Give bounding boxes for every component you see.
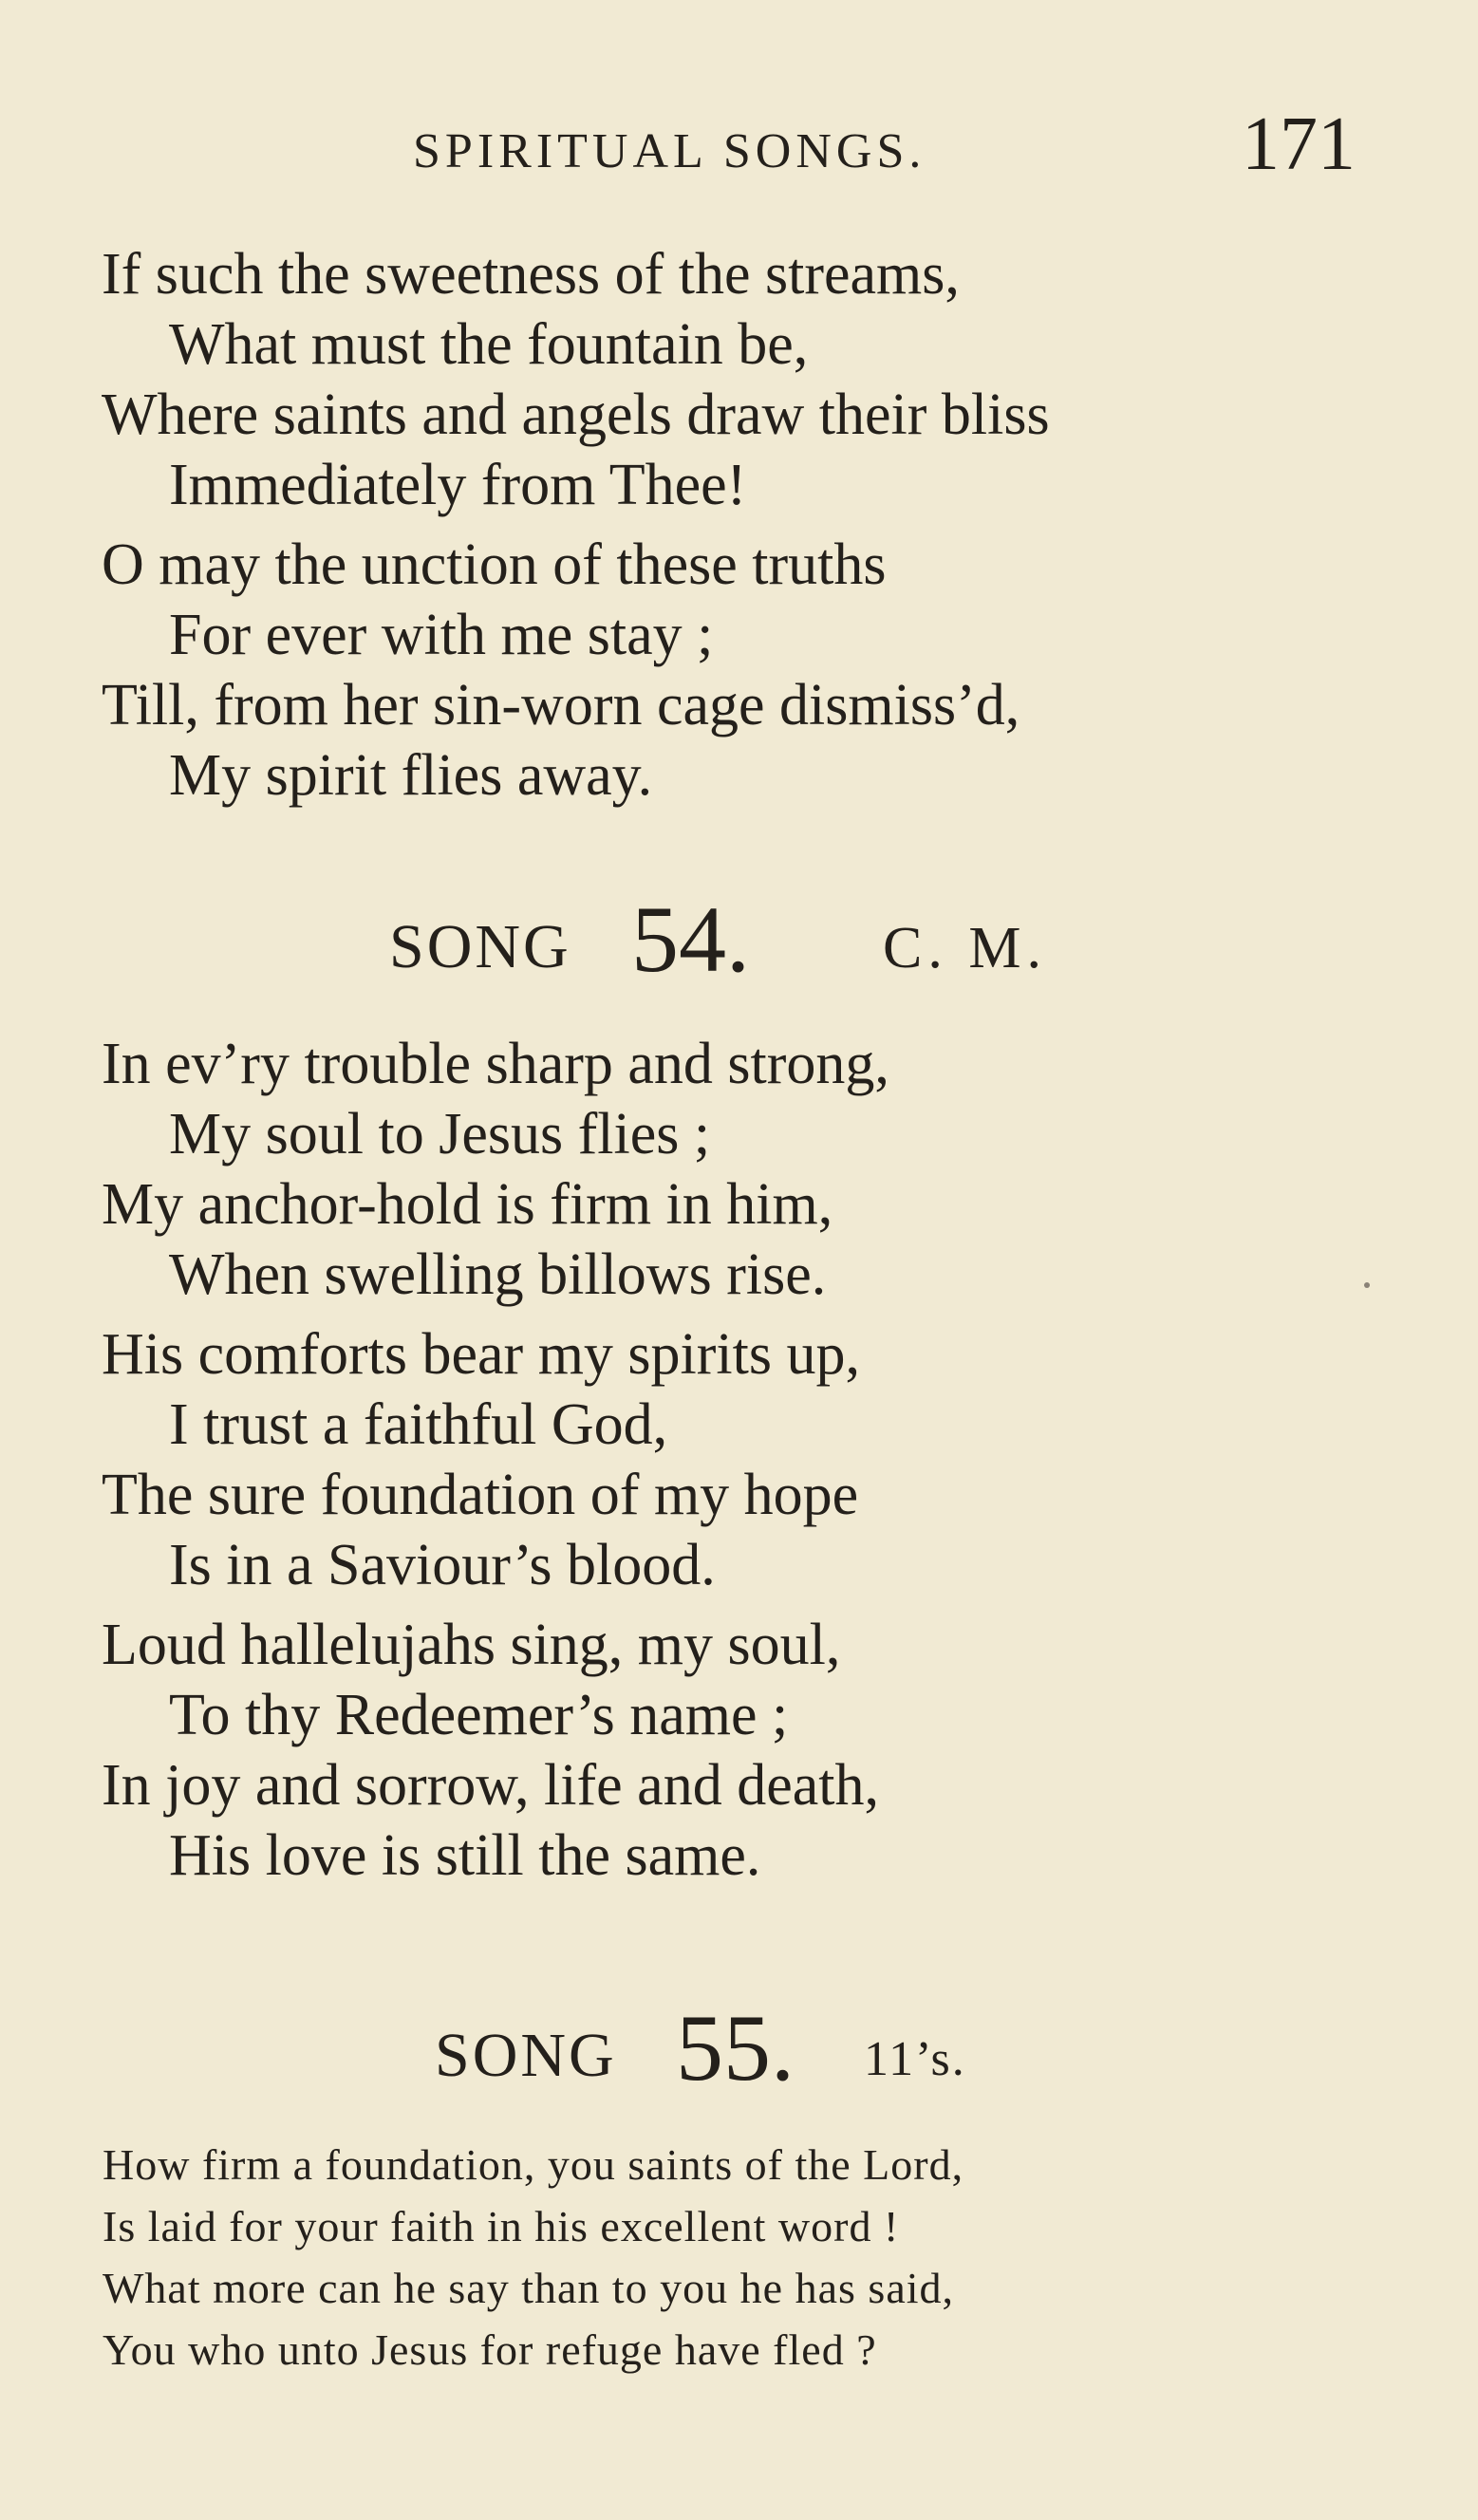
verse-line: When swelling billows rise. bbox=[169, 1242, 827, 1307]
song-number: 55. bbox=[676, 1995, 795, 2100]
verse-line: In joy and sorrow, life and death, bbox=[102, 1753, 879, 1818]
verse-line: Where saints and angels draw their bliss bbox=[102, 383, 1050, 447]
song-meter: C. M. bbox=[883, 916, 1047, 980]
stanza bbox=[0, 530, 1478, 811]
verse-line: For ever with me stay ; bbox=[169, 603, 714, 667]
verse-line: O may the unction of these truths bbox=[102, 532, 887, 597]
song-label: SONG bbox=[389, 912, 571, 981]
song-54-heading bbox=[0, 887, 1478, 997]
verse-line: You who unto Jesus for refuge have fled ? bbox=[103, 2325, 877, 2374]
verse-line: His love is still the same. bbox=[169, 1823, 761, 1888]
verse-line: How firm a foundation, you saints of the Lord, bbox=[103, 2140, 964, 2189]
verse-line: Loud hallelujahs sing, my soul, bbox=[102, 1613, 841, 1677]
stanza bbox=[0, 1610, 1478, 1891]
song-label: SONG bbox=[435, 2021, 617, 2090]
song-55-heading bbox=[0, 1995, 1478, 2107]
verse-line: Till, from her sin-worn cage dismiss’d, bbox=[102, 673, 1020, 737]
song-54-stanzas bbox=[0, 1029, 1478, 1900]
song-meter: 11’s. bbox=[864, 2032, 966, 2086]
running-head bbox=[0, 103, 1478, 186]
verse-line: The sure foundation of my hope bbox=[102, 1463, 859, 1527]
verse-line: Immediately from Thee! bbox=[169, 453, 747, 517]
song-55-stanzas bbox=[0, 2134, 1478, 2390]
verse-line: What must the fountain be, bbox=[169, 312, 809, 377]
page-number: 171 bbox=[1242, 103, 1356, 186]
verse-line: Is in a Saviour’s blood. bbox=[169, 1533, 716, 1597]
song-number: 54. bbox=[631, 887, 750, 992]
stanza bbox=[0, 1029, 1478, 1310]
verse-line: To thy Redeemer’s name ; bbox=[169, 1683, 789, 1747]
verse-line: If such the sweetness of the streams, bbox=[102, 242, 960, 307]
verse-line: Is laid for your faith in his excellent word ! bbox=[103, 2202, 900, 2250]
verse-line: In ev’ry trouble sharp and strong, bbox=[102, 1032, 889, 1096]
verse-line: My anchor-hold is firm in him, bbox=[102, 1172, 833, 1237]
verse-line: My spirit flies away. bbox=[169, 743, 653, 808]
paper-fleck bbox=[1364, 1282, 1370, 1288]
continuation-stanzas bbox=[0, 239, 1478, 820]
stanza bbox=[0, 2134, 1478, 2380]
stanza bbox=[0, 239, 1478, 520]
verse-line: My soul to Jesus flies ; bbox=[169, 1102, 711, 1167]
running-title: SPIRITUAL SONGS. bbox=[413, 124, 926, 178]
verse-line: I trust a faithful God, bbox=[169, 1392, 668, 1457]
verse-line: His comforts bear my spirits up, bbox=[102, 1322, 861, 1387]
verse-line: What more can he say than to you he has said, bbox=[103, 2264, 955, 2312]
stanza bbox=[0, 1319, 1478, 1600]
